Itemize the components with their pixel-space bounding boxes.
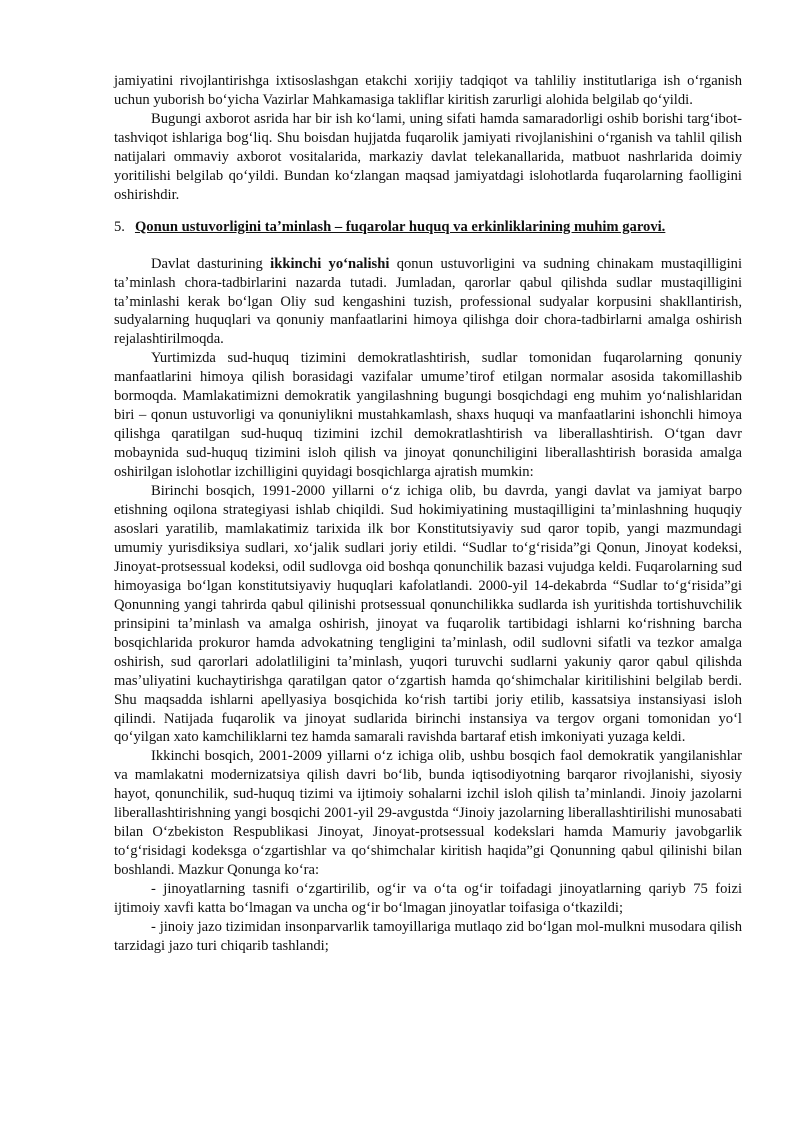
program-text-rest: qonun ustuvorligini va sudning chinakam mustaqilligini taʼminlash chora-tadbirlarini nazarda tutadi. Jumladan, qarorlar qabul qilishda sudlar mustaqilligini taʼminlashi kerak boʻlgan Oliy sud kengashini tuzish, professional sudyalar korpusini shakllantirish, sudyalarning huquqlari va qonuniy manfaatlarini himoya qilishga doir chora-tadbirlarni amalga oshirish rejalashtirilmoqda. (114, 255, 743, 348)
section-heading (114, 218, 742, 237)
paragraph-stage-one: Birinchi bosqich, 1991-2000 yillarni oʻz ichiga olib, bu davrda, yangi davlat va jamiyat barpo etishning oqilona strategiyasi ishlab chiqildi. Sud hokimiyatining mustaqilligini taʼminlashning huquqiy asoslari yaratilib, mamlakatimiz tarixida ilk bor Konstitutsiyaviy sud qaror topib, yangi mazmundagi umumiy yurisdiksiya sudlari, xoʻjalik sudlari joriy etildi. “Sudlar toʻgʻrisida”gi Qonun, Jinoyat kodeksi, Jinoyat-protsessual kodeksi, odil sudlovga oid boshqa qonunchilik bazasi vujudga keldi. Fuqarolarning sud himoyasiga boʻlgan konstitutsiyaviy huquqlari kafolatlandi. 2000-yil 14-dekabrda “Sudlar toʻgʻrisida”gi Qonunning yangi tahrirda qabul qilinishi protsessual qonunchilikka sudlarda ish yuritishda tortishuvchilik prinsipini taʼminlash va amalga oshirish, jinoyat va fuqarolik tartibidagi ishlarni koʻrishning barcha bosqichlarida prokuror hamda advokatning tengligini taʼminlash, odil sudlovni sifatli va tezkor amalga oshirish, sud qarorlari adolatliligini taʼminlash, yuqori turuvchi sudlarni yakuniy qaror qabul qilishda masʼuliyatini kuchaytirishga qaratilgan qator oʻzgartish hamda qoʻshimchalar kiritilishini belgilab berdi. Shu maqsadda ishlarni apellyasiya bosqichida koʻrish tartibi joriy etilib, kassatsiya instansiyasi isloh qilindi. Natijada fuqarolik va jinoyat sudlarida birinchi instansiya va tergov organi tomonidan yoʻl qoʻyilgan xato kamchiliklarni tez hamda samarali ravishda bartaraf etish imkoniyati yuzaga keldi. (114, 483, 742, 746)
section-number: 5. (114, 218, 125, 235)
paragraph-program (114, 255, 742, 350)
program-bold-phrase: ikkinchi yoʻnalishi (270, 255, 390, 272)
list-item: - jinoiy jazo tizimidan insonparvarlik tamoyillariga mutlaqo zid boʻlgan mol-mulkni musodara qilish tarzidagi jazo turi chiqarib tashlandi; (114, 918, 742, 954)
program-text-start: Davlat dasturining (151, 255, 263, 272)
section-title: Qonun ustuvorligini taʼminlash – fuqarolar huquq va erkinliklarining muhim garovi. (134, 218, 666, 235)
paragraph-intro: jamiyatini rivojlantirishga ixtisoslashgan etakchi xorijiy tadqiqot va tahliliy institutlariga ish oʻrganish uchun yuborish boʻyicha Vazirlar Mahkamasiga takliflar kiritish zarurligi alohida belgilab qoʻyildi. (114, 73, 742, 108)
paragraph-information-age: Bugungi axborot asrida har bir ish koʻlami, uning sifati hamda samaradorligi oshib borishi targʻibot-tashviqot ishlariga bogʻliq. Shu boisdan hujjatda fuqarolik jamiyati rivojlanishini oʻrganish va tahlil qilish natijalari ommaviy axborot vositalarida, markaziy davlat telekanallarida, matbuot nashrlarida doimiy yoritilishi belgilab qoʻyildi. Bundan koʻzlangan maqsad jamiyatdagi islohotlarda fuqarolarning faolligini oshirishdir. (114, 110, 742, 203)
document-page (114, 72, 742, 956)
list-item: - jinoyatlarning tasnifi oʻzgartirilib, ogʻir va oʻta ogʻir toifadagi jinoyatlarning qariyb 75 foizi ijtimoiy xavfi katta boʻlmagan va uncha ogʻir boʻlmagan jinoyatlar toifasiga oʻtkazildi; (114, 881, 742, 917)
paragraph-stage-two: Ikkinchi bosqich, 2001-2009 yillarni oʻz ichiga olib, ushbu bosqich faol demokratik yangilanishlar va mamlakatni modernizatsiya qilish davri boʻlib, bunda iqtisodiyotning barqaror rivojlanishi, siyosiy hayot, qonunchilik, sud-huquq tizimi va ijtimoiy sohalarni izchil isloh qilish taʼminlandi. Jinoiy jazolarni liberallashtirishning yangi bosqichi 2001-yil 29-avgustda “Jinoiy jazolarning liberallashtirilishi munosabati bilan Oʻzbekiston Respublikasi Jinoyat, Jinoyat-protsessual kodekslari hamda Mamuriy javobgarlik toʻgʻrisidagi kodeksga oʻzgartishlar va qoʻshimchalar kiritish haqida”gi Qonunning qabul qilinishi bilan boshlandi. Mazkur Qonunga koʻra: (114, 748, 742, 879)
paragraph-reform: Yurtimizda sud-huquq tizimini demokratlashtirish, sudlar tomonidan fuqarolarning qonuniy manfaatlarini himoya qilish borasidagi vazifalar umumeʼtirof etilgan normalar asosida takomillashib bormoqda. Mamlakatimizni demokratik yangilashning bugungi bosqichdagi eng muhim yoʻnalishlaridan biri – qonun ustuvorligi va qonuniylikni mustahkamlash, shaxs huquqi va manfaatlarini ishonchli himoya qilishga qaratilgan sud-huquq tizimini izchil demokratlashtirish va liberallashtirish. Oʻtgan davr mobaynida sud-huquq tizimini isloh qilish va jinoyat qonunchiligini liberallashtirish borasida amalga oshirilgan islohotlar izchilligini quyidagi bosqichlarga ajratish mumkin: (114, 350, 742, 481)
